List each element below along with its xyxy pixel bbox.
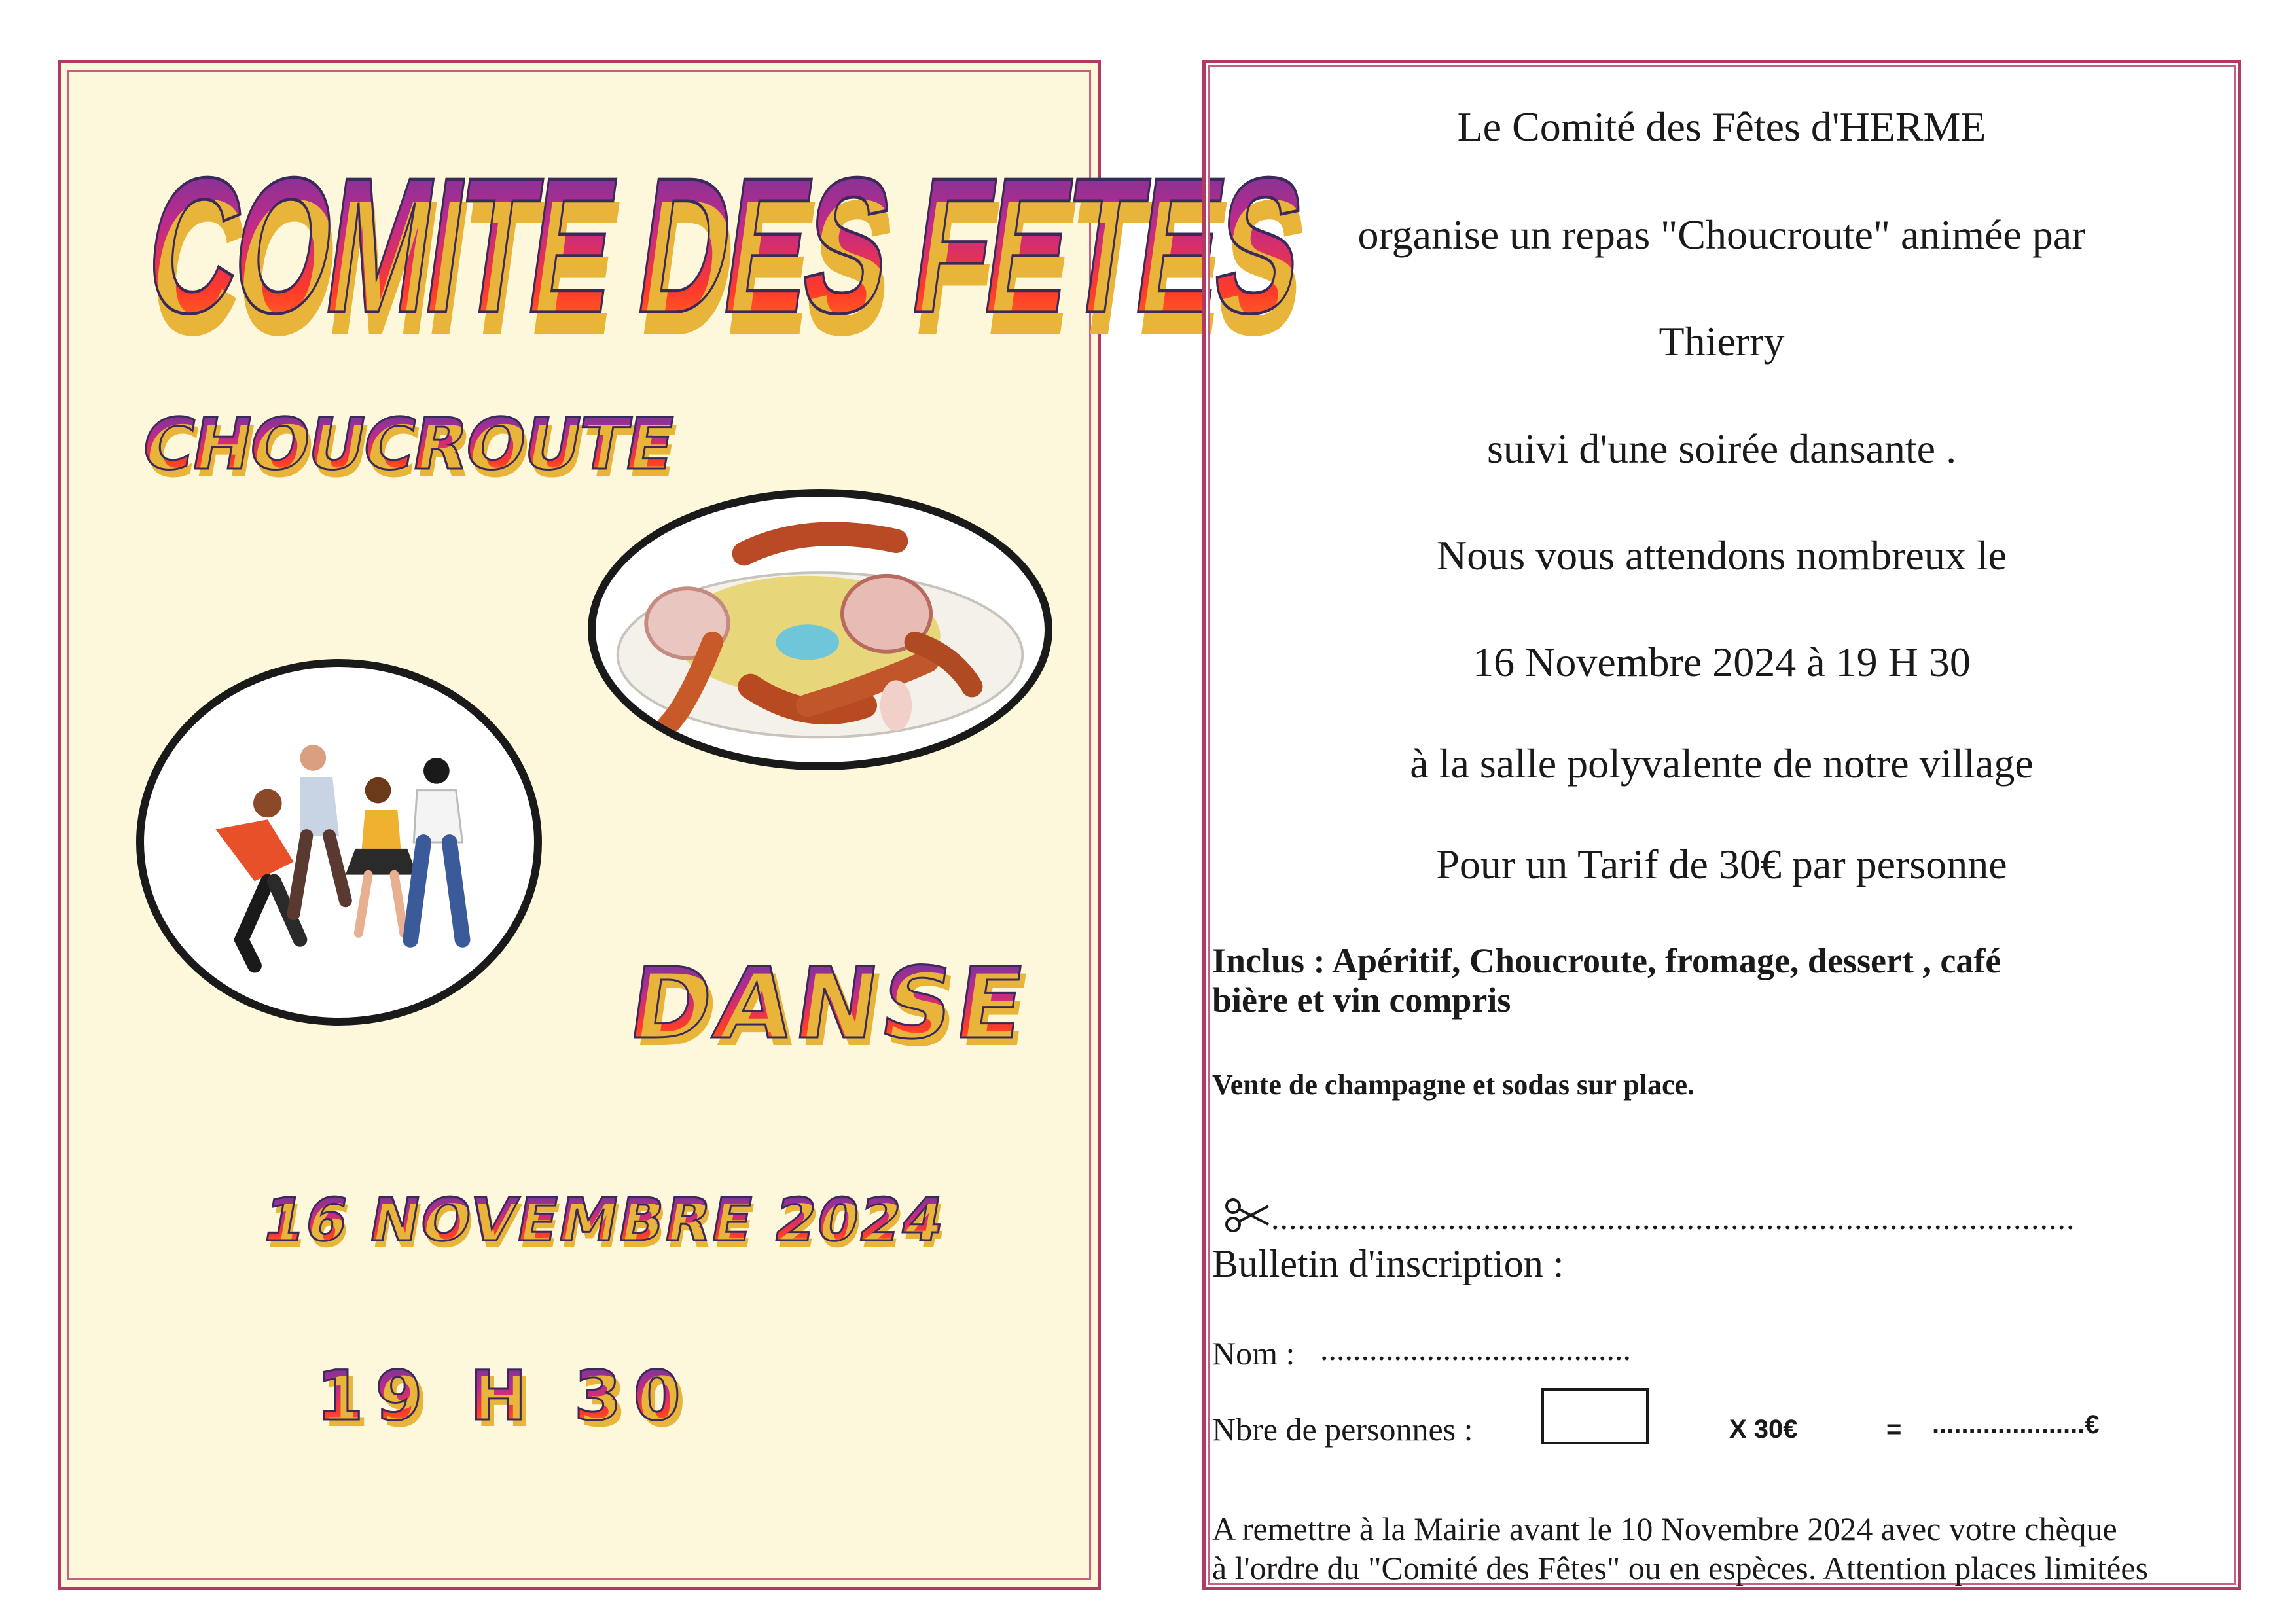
name-label: Nom : — [1212, 1335, 1295, 1372]
flyer-line-invitation: Nous vous attendons nombreux le — [1437, 532, 2007, 579]
persons-label: Nbre de personnes : — [1212, 1411, 1473, 1448]
dancers-illustration — [136, 659, 542, 1026]
equals-sign: = — [1886, 1415, 1902, 1444]
flyer-line-animator: Thierry — [1659, 318, 1785, 365]
poster-time: 19 H 30 — [316, 1356, 692, 1436]
flyer-line-price: Pour un Tarif de 30€ par personne — [1436, 841, 2007, 887]
flyer-panel — [1202, 60, 2241, 1590]
flyer-line-date: 16 Novembre 2024 à 19 H 30 — [1473, 639, 1971, 685]
choucroute-plate-illustration — [588, 489, 1052, 770]
flyer-line-meal: organise un repas "Choucroute" animée par — [1357, 211, 2086, 258]
poster-subtitle: CHOUCROUTE — [135, 404, 679, 486]
footer-line-1: A remettre à la Mairie avant le 10 Novembre 2024 avec votre chèque — [1212, 1510, 2117, 1547]
flyer-line-evening: suivi d'une soirée dansante . — [1486, 425, 1957, 472]
price-multiplier: X 30€ — [1729, 1415, 1798, 1444]
included-line-1: Inclus : Apéritif, Choucroute, fromage, dessert , café — [1212, 941, 2001, 980]
name-field[interactable]: ...................................... — [1320, 1330, 1631, 1367]
scissors-icon — [1224, 1196, 1271, 1235]
flyer-line-venue: à la salle polyvalente de notre village — [1410, 740, 2034, 787]
included-line-2: bière et vin compris — [1212, 980, 1511, 1020]
flyer-line-organizer: Le Comité des Fêtes d'HERME — [1457, 103, 1986, 150]
total-field[interactable]: .....................€ — [1932, 1410, 2100, 1439]
footer-line-2: à l'ordre du "Comité des Fêtes" ou en espèces. Attention places limitées — [1212, 1550, 2149, 1586]
cut-line: ........................................................................................... — [1271, 1200, 2075, 1236]
poster-title: COMITE DES FETES — [135, 135, 1312, 357]
poster-date: 16 NOVEMBRE 2024 — [257, 1186, 951, 1255]
poster-dance-word: DANSE — [622, 947, 1035, 1061]
form-heading: Bulletin d'inscription : — [1212, 1242, 1564, 1285]
sale-note: Vente de champagne et sodas sur place. — [1212, 1069, 1695, 1101]
persons-count-box[interactable] — [1541, 1388, 1649, 1444]
